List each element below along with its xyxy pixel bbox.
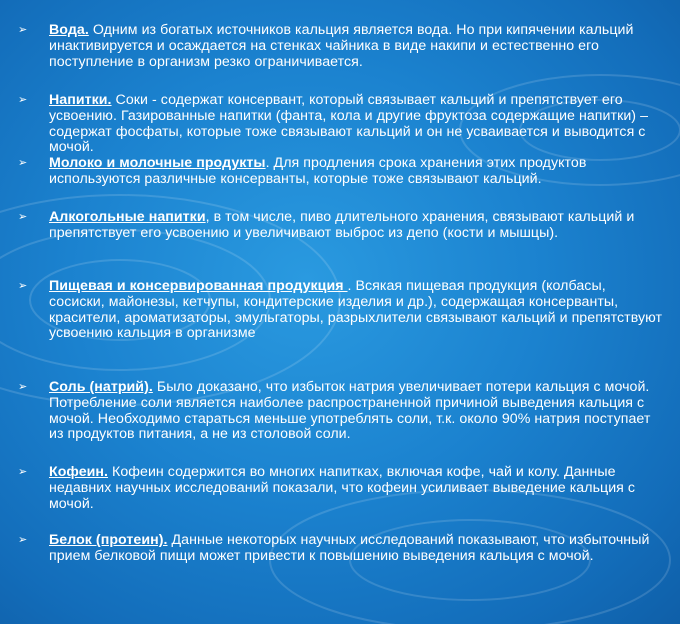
list-item-text	[49, 533, 665, 565]
arrow-bullet-icon: ➢	[18, 466, 28, 478]
list-item-text	[49, 380, 665, 443]
item-heading: Напитки.	[49, 92, 112, 108]
arrow-bullet-icon: ➢	[18, 381, 28, 393]
item-heading: Вода.	[49, 22, 89, 38]
list-item-text	[49, 93, 665, 156]
list-item-text	[49, 279, 665, 342]
item-heading: Соль (натрий).	[49, 379, 153, 395]
list-item-text	[49, 465, 665, 512]
item-heading: Пищевая и консервированная продукция	[49, 278, 348, 294]
arrow-bullet-icon: ➢	[18, 534, 28, 546]
list-item-text	[49, 23, 665, 70]
list-item-text	[49, 210, 665, 242]
arrow-bullet-icon: ➢	[18, 211, 28, 223]
item-body: Одним из богатых источников кальция является вода. Но при кипячении кальций инактивируется и осаждается на стенках чайника в виде накипи и естественно его поступление в организм резко ограничивается.	[49, 22, 634, 70]
item-heading: Белок (протеин).	[49, 532, 168, 548]
item-body: Было доказано, что избыток натрия увеличивает потери кальция с мочой. Потребление соли является наиболее распространенной причиной выведения кальция с мочой. Необходимо стараться меньше употреблять соли, т.к. около 90% натрия поступает из продуктов питания, а не из столовой соли.	[49, 379, 651, 443]
list-item-text	[49, 156, 665, 188]
item-heading: Молоко и молочные продукты	[49, 155, 266, 171]
item-body: , в том числе, пиво длительного хранения, связывают кальций и препятствует его усвоению и увеличивают выброс из депо (кости и мышцы).	[49, 209, 635, 241]
item-body: . Для продления срока хранения этих продуктов используются различные консерванты, которые тоже связывают кальций.	[49, 155, 587, 187]
arrow-bullet-icon: ➢	[18, 280, 28, 292]
item-body: . Всякая пищевая продукция (колбасы, сосиски, майонезы, кетчупы, кондитерские изделия и др.), содержащая консерванты, красители, ароматизаторы, эмульгаторы, разрыхлители связывают кальций и препятствуют усвоению кальция в организме	[49, 278, 663, 342]
item-body: Соки - содержат консервант, который связывает кальций и препятствует его усвоению. Газированные напитки (фанта, кола и другие фруктоза содержащие напитки) – содержат фосфаты, которые тоже связывают кальций и он не усваивается и выводится с мочой.	[49, 92, 649, 156]
item-heading: Алкогольные напитки	[49, 209, 206, 225]
arrow-bullet-icon: ➢	[18, 157, 28, 169]
item-heading: Кофеин.	[49, 464, 109, 480]
arrow-bullet-icon: ➢	[18, 24, 28, 36]
item-body: Кофеин содержится во многих напитках, включая кофе, чай и колу. Данные недавних научных исследований показали, что кофеин усиливает выведение кальция с мочой.	[49, 464, 636, 512]
arrow-bullet-icon: ➢	[18, 94, 28, 106]
item-body: Данные некоторых научных исследований показывают, что избыточный прием белковой пищи может привести к повышению выведения кальция с мочой.	[49, 532, 650, 564]
